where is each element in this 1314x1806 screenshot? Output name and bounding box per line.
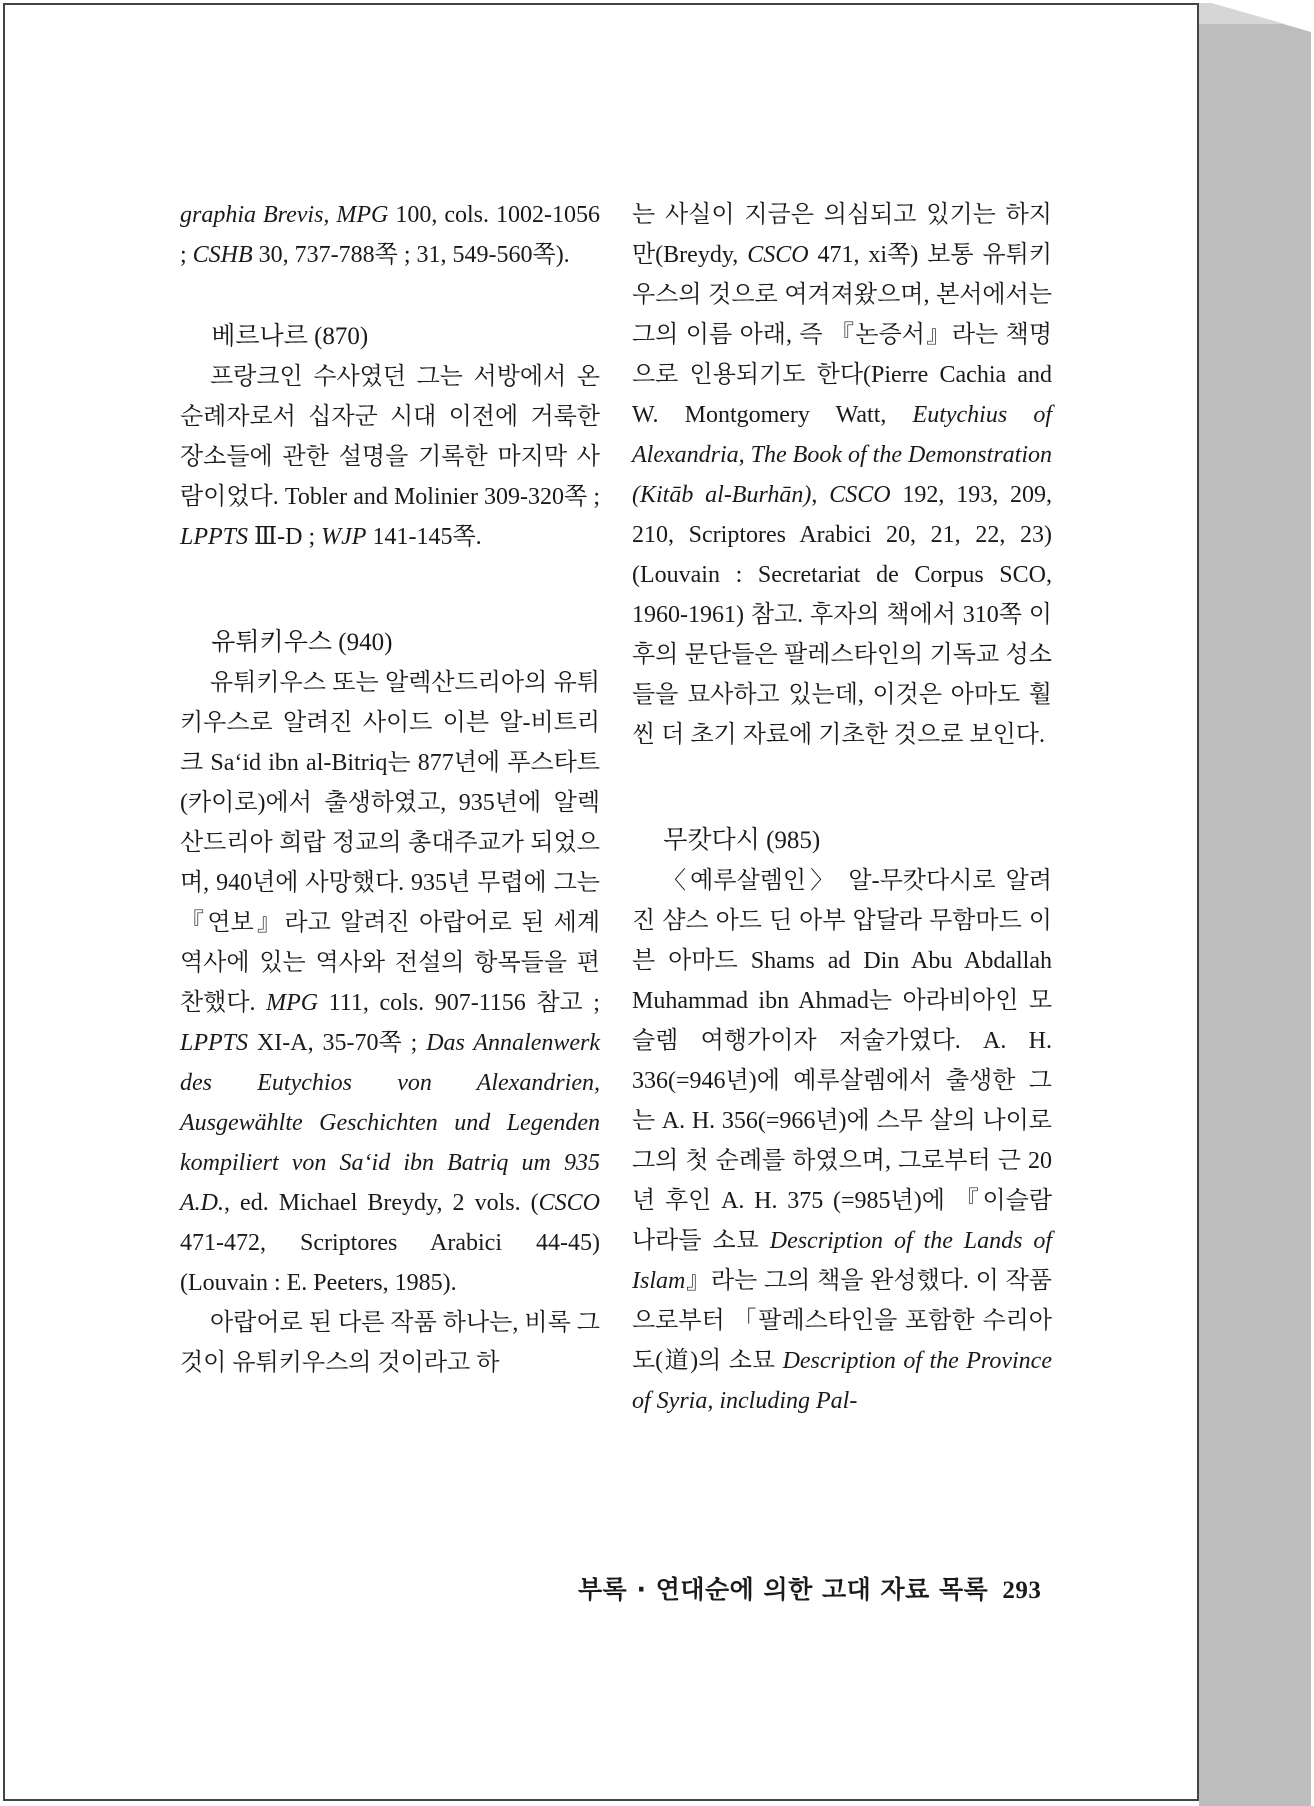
left-column	[180, 195, 600, 1383]
italic-text: Description of the Province of Syria, including Pal-	[632, 1348, 1052, 1414]
italic-text: graphia Brevis, MPG	[180, 202, 389, 228]
italic-text: LPPTS	[180, 524, 249, 550]
body-text: XI-A, 35-70쪽 ;	[248, 1030, 427, 1056]
italic-text: CSHB	[192, 242, 253, 268]
body-text: , ed. Michael Breydy, 2 vols. (	[224, 1190, 539, 1216]
italic-text: CSCO	[747, 242, 809, 268]
body-text: 』라는 그의 책을 완성했다. 이 작품으로부터 「팔레스타인을 포함한 수리아 도(道)의 소묘	[632, 1268, 1052, 1374]
entry-heading-bernard: 베르나르 (870)	[211, 323, 369, 350]
paragraph-continuation	[632, 195, 1052, 755]
italic-text: CSCO	[829, 482, 891, 508]
body-text: 141-145쪽.	[366, 524, 482, 550]
running-footer	[578, 1570, 1041, 1606]
body-text: ,	[811, 482, 830, 508]
paragraph-muqaddasi	[632, 861, 1052, 1421]
entry-heading-muqaddasi: 무캇다시 (985)	[663, 827, 821, 854]
paragraph-eutychius-2: 아랍어로 된 다른 작품 하나는, 비록 그것이 유튀키우스의 것이라고 하	[180, 1310, 600, 1376]
footer-title: 부록 · 연대순에 의한 고대 자료 목록	[578, 1575, 989, 1604]
paragraph-bernard	[180, 357, 600, 557]
italic-text: WJP	[321, 524, 367, 550]
entry-heading-eutychius: 유튀키우스 (940)	[211, 629, 393, 656]
italic-text: CSCO	[538, 1190, 600, 1216]
italic-text: Eutychius of Alexandria, The Book of the Demonstration (Kitāb al-Burhān)	[632, 402, 1052, 508]
spine-edge	[1199, 3, 1285, 24]
body-text: 111, cols. 907-1156 참고 ;	[318, 990, 600, 1016]
body-text: 30, 737-788쪽 ; 31, 549-560쪽).	[252, 242, 570, 268]
body-text: 는 사실이 지금은 의심되고 있기는 하지만(Breydy,	[632, 202, 1052, 268]
body-text: 〈예루살렘인〉 알-무캇다시로 알려진 샴스 아드 딘 아부 압달라 무함마드 이븐 아마드 Shams ad Din Abu Abdallah Muhammad ibn Ahmad는 아라비아인 모슬렘 여행가이자 저술가였다. A. H. 336(=946년)에 예루살렘에서 출생한 그는 A. H. 356(=966년)에 스무 살의 나이로 그의 첫 순례를 하였으며, 그로부터 근 20년 후인 A. H. 375 (=985년)에 『이슬람 나라들 소묘	[632, 868, 1052, 1254]
paragraph-eutychius	[180, 663, 600, 1303]
body-text: Ⅲ-D ;	[248, 524, 322, 550]
italic-text: LPPTS	[180, 1030, 249, 1056]
body-text: 192, 193, 209, 210, Scriptores Arabici 20, 21, 22, 23) (Louvain : Secretariat de Corpus SCO, 1960-1961) 참고. 후자의 책에서 310쪽 이후의 문단들은 팔레스타인의 기독교 성소들을 묘사하고 있는데, 이것은 아마도 훨씬 더 초기 자료에 기초한 것으로 보인다.	[632, 482, 1053, 748]
italic-text: Das Annalenwerk des Eutychios von Alexandrien, Ausgewählte Geschichten und Legenden kompiliert von Sa‘id ibn Batriq um 935 A.D.	[180, 1030, 600, 1216]
paragraph-continuation	[180, 195, 600, 275]
body-text: 프랑크인 수사였던 그는 서방에서 온 순례자로서 십자군 시대 이전에 거룩한 장소들에 관한 설명을 기록한 마지막 사람이었다. Tobler and Molinier 309-320쪽 ;	[180, 364, 600, 510]
body-text: 471-472, Scriptores Arabici 44-45) (Louvain : E. Peeters, 1985).	[180, 1230, 600, 1296]
body-text: 471, xi쪽) 보통 유튀키우스의 것으로 여겨져왔으며, 본서에서는 그의 이름 아래, 즉 『논증서』라는 책명으로 인용되기도 한다(Pierre Cachia and W. Montgomery Watt,	[632, 242, 1053, 428]
right-column	[632, 195, 1052, 1421]
book-spine-shadow	[1199, 0, 1311, 1806]
page-number: 293	[1002, 1577, 1042, 1604]
italic-text: Description of the Lands of Islam	[632, 1228, 1053, 1294]
body-text: 100, cols. 1002-1056 ;	[180, 202, 600, 268]
body-text: 유튀키우스 또는 알렉산드리아의 유튀키우스로 알려진 사이드 이븐 알-비트리크 Sa‘id ibn al-Bitriq는 877년에 푸스타트(카이로)에서 출생하였고, 935년에 알렉산드리아 희랍 정교의 총대주교가 되었으며, 940년에 사망했다. 935년 무렵에 그는 『연보』라고 알려진 아랍어로 된 세계 역사에 있는 역사와 전설의 항목들을 편찬했다.	[180, 670, 600, 1016]
spine-face	[1199, 3, 1311, 1806]
italic-text: MPG	[266, 990, 319, 1016]
